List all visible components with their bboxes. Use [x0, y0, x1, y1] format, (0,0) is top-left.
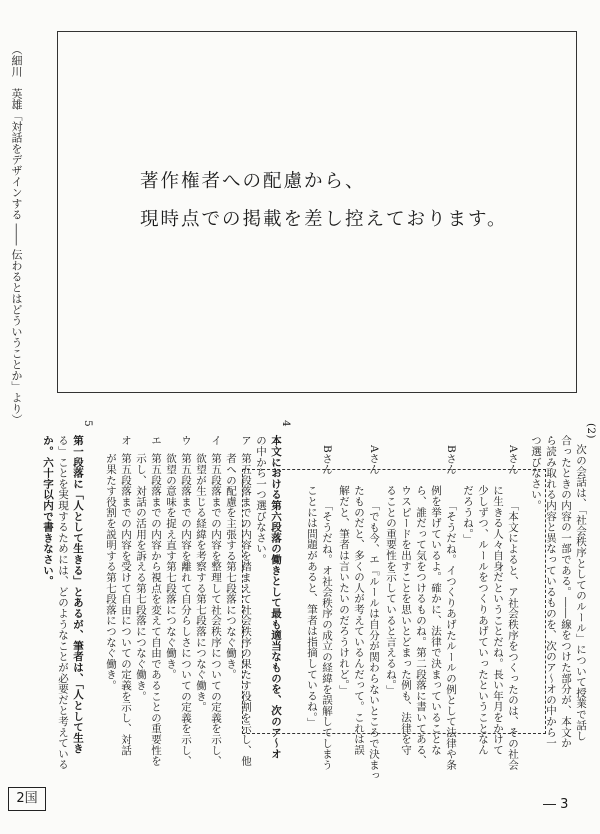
- choice-line: 第五段落までの内容を離れて自分らしさについての定義を示し、: [180, 453, 192, 767]
- choice-line: 第五段落までの内容から視点を変えて自由であることの重要性を: [150, 453, 162, 767]
- choice-line: 示し、対話の活用を訴える第七段落につなぐ働き。: [135, 453, 147, 702]
- dialogue-line: ウスピードを出すことを思いとどまった例も、法律を守: [400, 485, 412, 755]
- dialogue-line: 解だと、筆者は言いたいのだろうけれど。」: [338, 485, 350, 696]
- dialogue-line: 例を挙げているよ。確かに、法律で決まっていることな: [430, 485, 442, 755]
- dialogue-line: だろうね。」: [462, 485, 474, 545]
- choice-line: 者への配慮を主張する第七段落につなぐ働き。: [225, 453, 237, 680]
- q4-prompt-line: の中から一つ選びなさい。: [255, 435, 267, 565]
- speaker-b: Bさん: [321, 445, 333, 475]
- speaker-a: Aさん: [507, 445, 519, 475]
- choice-label: オ: [120, 435, 132, 446]
- speaker-a: Aさん: [368, 445, 380, 475]
- q2-number: (2): [585, 423, 597, 439]
- dialogue-line: 「そうだね。イつくりあげたルールの例として法律や条: [445, 500, 457, 770]
- q2-instruction-line: 次の会話は、「社会秩序としてのルール」について授業で話し: [575, 444, 587, 742]
- choice-line: が果たす役割を説明する第七段落につなぐ働き。: [105, 453, 117, 691]
- dialogue-line: ら、誰だって気をつけるものね。第二段落に書いてある、: [415, 485, 427, 766]
- choice-label: ア: [240, 435, 252, 446]
- choice-line: 第五段落までの内容を受けて自由についての定義を示し、対話: [120, 453, 132, 756]
- notice-line: 現時点での掲載を差し控えております。: [140, 209, 508, 230]
- dialogue-line: 少しずつ、ルールをつくりあげていったということなん: [477, 485, 489, 755]
- q5-number: 5: [82, 420, 94, 427]
- choice-line: 欲望が生じる経緯を考察する第七段落につなぐ働き。: [195, 453, 207, 713]
- q4-prompt-line: 本文における第六段落の働きとして最も適当なものを、次のア～オ: [270, 435, 282, 759]
- q4-number: 4: [280, 420, 292, 427]
- q2-instruction-line: つ選びなさい。: [530, 435, 542, 511]
- q5-line: る」ことを実現するためには、どのようなことが必要だと考えている: [57, 435, 69, 770]
- choice-label: ウ: [180, 435, 192, 446]
- notice-line: 著作権者への配慮から、: [140, 171, 366, 192]
- page-number: ― 3: [543, 797, 569, 812]
- q2-instruction-line: 合ったときの内容の一部である。――線をつけた部分が、本文か: [560, 435, 572, 749]
- dialogue-line: ことには問題があると、筆者は指摘しているね。」: [306, 485, 318, 729]
- subject-label: 2国: [8, 787, 46, 811]
- dialogue-line: 「本文によると、ア社会秩序をつくったのは、その社会: [507, 500, 519, 770]
- q2-instruction-line: ら読み取れる内容と異なっているものを、次のア～オの中から一: [545, 435, 557, 749]
- copyright-notice: [140, 163, 508, 239]
- choice-line: 第五段落までの内容を整理して社会秩序についての定義を示し、: [210, 453, 222, 767]
- dialogue-line: 「そうだね。オ社会秩序の成立の経緯を誤解してしまう: [321, 500, 333, 770]
- speaker-b: Bさん: [445, 445, 457, 475]
- dialogue-line: に生きる人々自身だということだね。長い年月をかけて: [492, 485, 504, 755]
- choice-line: 欲望の意味を捉え直す第七段落につなぐ働き。: [165, 453, 177, 680]
- questions-area: [40, 415, 600, 781]
- choice-label: エ: [150, 435, 162, 446]
- dialogue-line: たものだと、多くの人が考えているんだって。これは誤: [353, 485, 365, 755]
- choice-line: 第五段落までの内容を踏まえて社会秩序の果たす役割を示し、他: [240, 453, 252, 767]
- source-citation: （細川 英雄「対話をデザインする ―― 伝わるとはどういうことか」より）: [10, 44, 23, 425]
- q5-line: 第一段落に「人として生きる」とあるが、筆者は、「人として生き: [72, 435, 84, 754]
- dialogue-line: ることの重要性を示していると言えるね。」: [385, 485, 397, 696]
- choice-label: イ: [210, 435, 222, 446]
- q5-line: か。六十字以内で書きなさい。: [42, 435, 54, 587]
- dialogue-line: 「でも今、エ『ルールは自分が関わらないところで決まっ: [368, 500, 380, 781]
